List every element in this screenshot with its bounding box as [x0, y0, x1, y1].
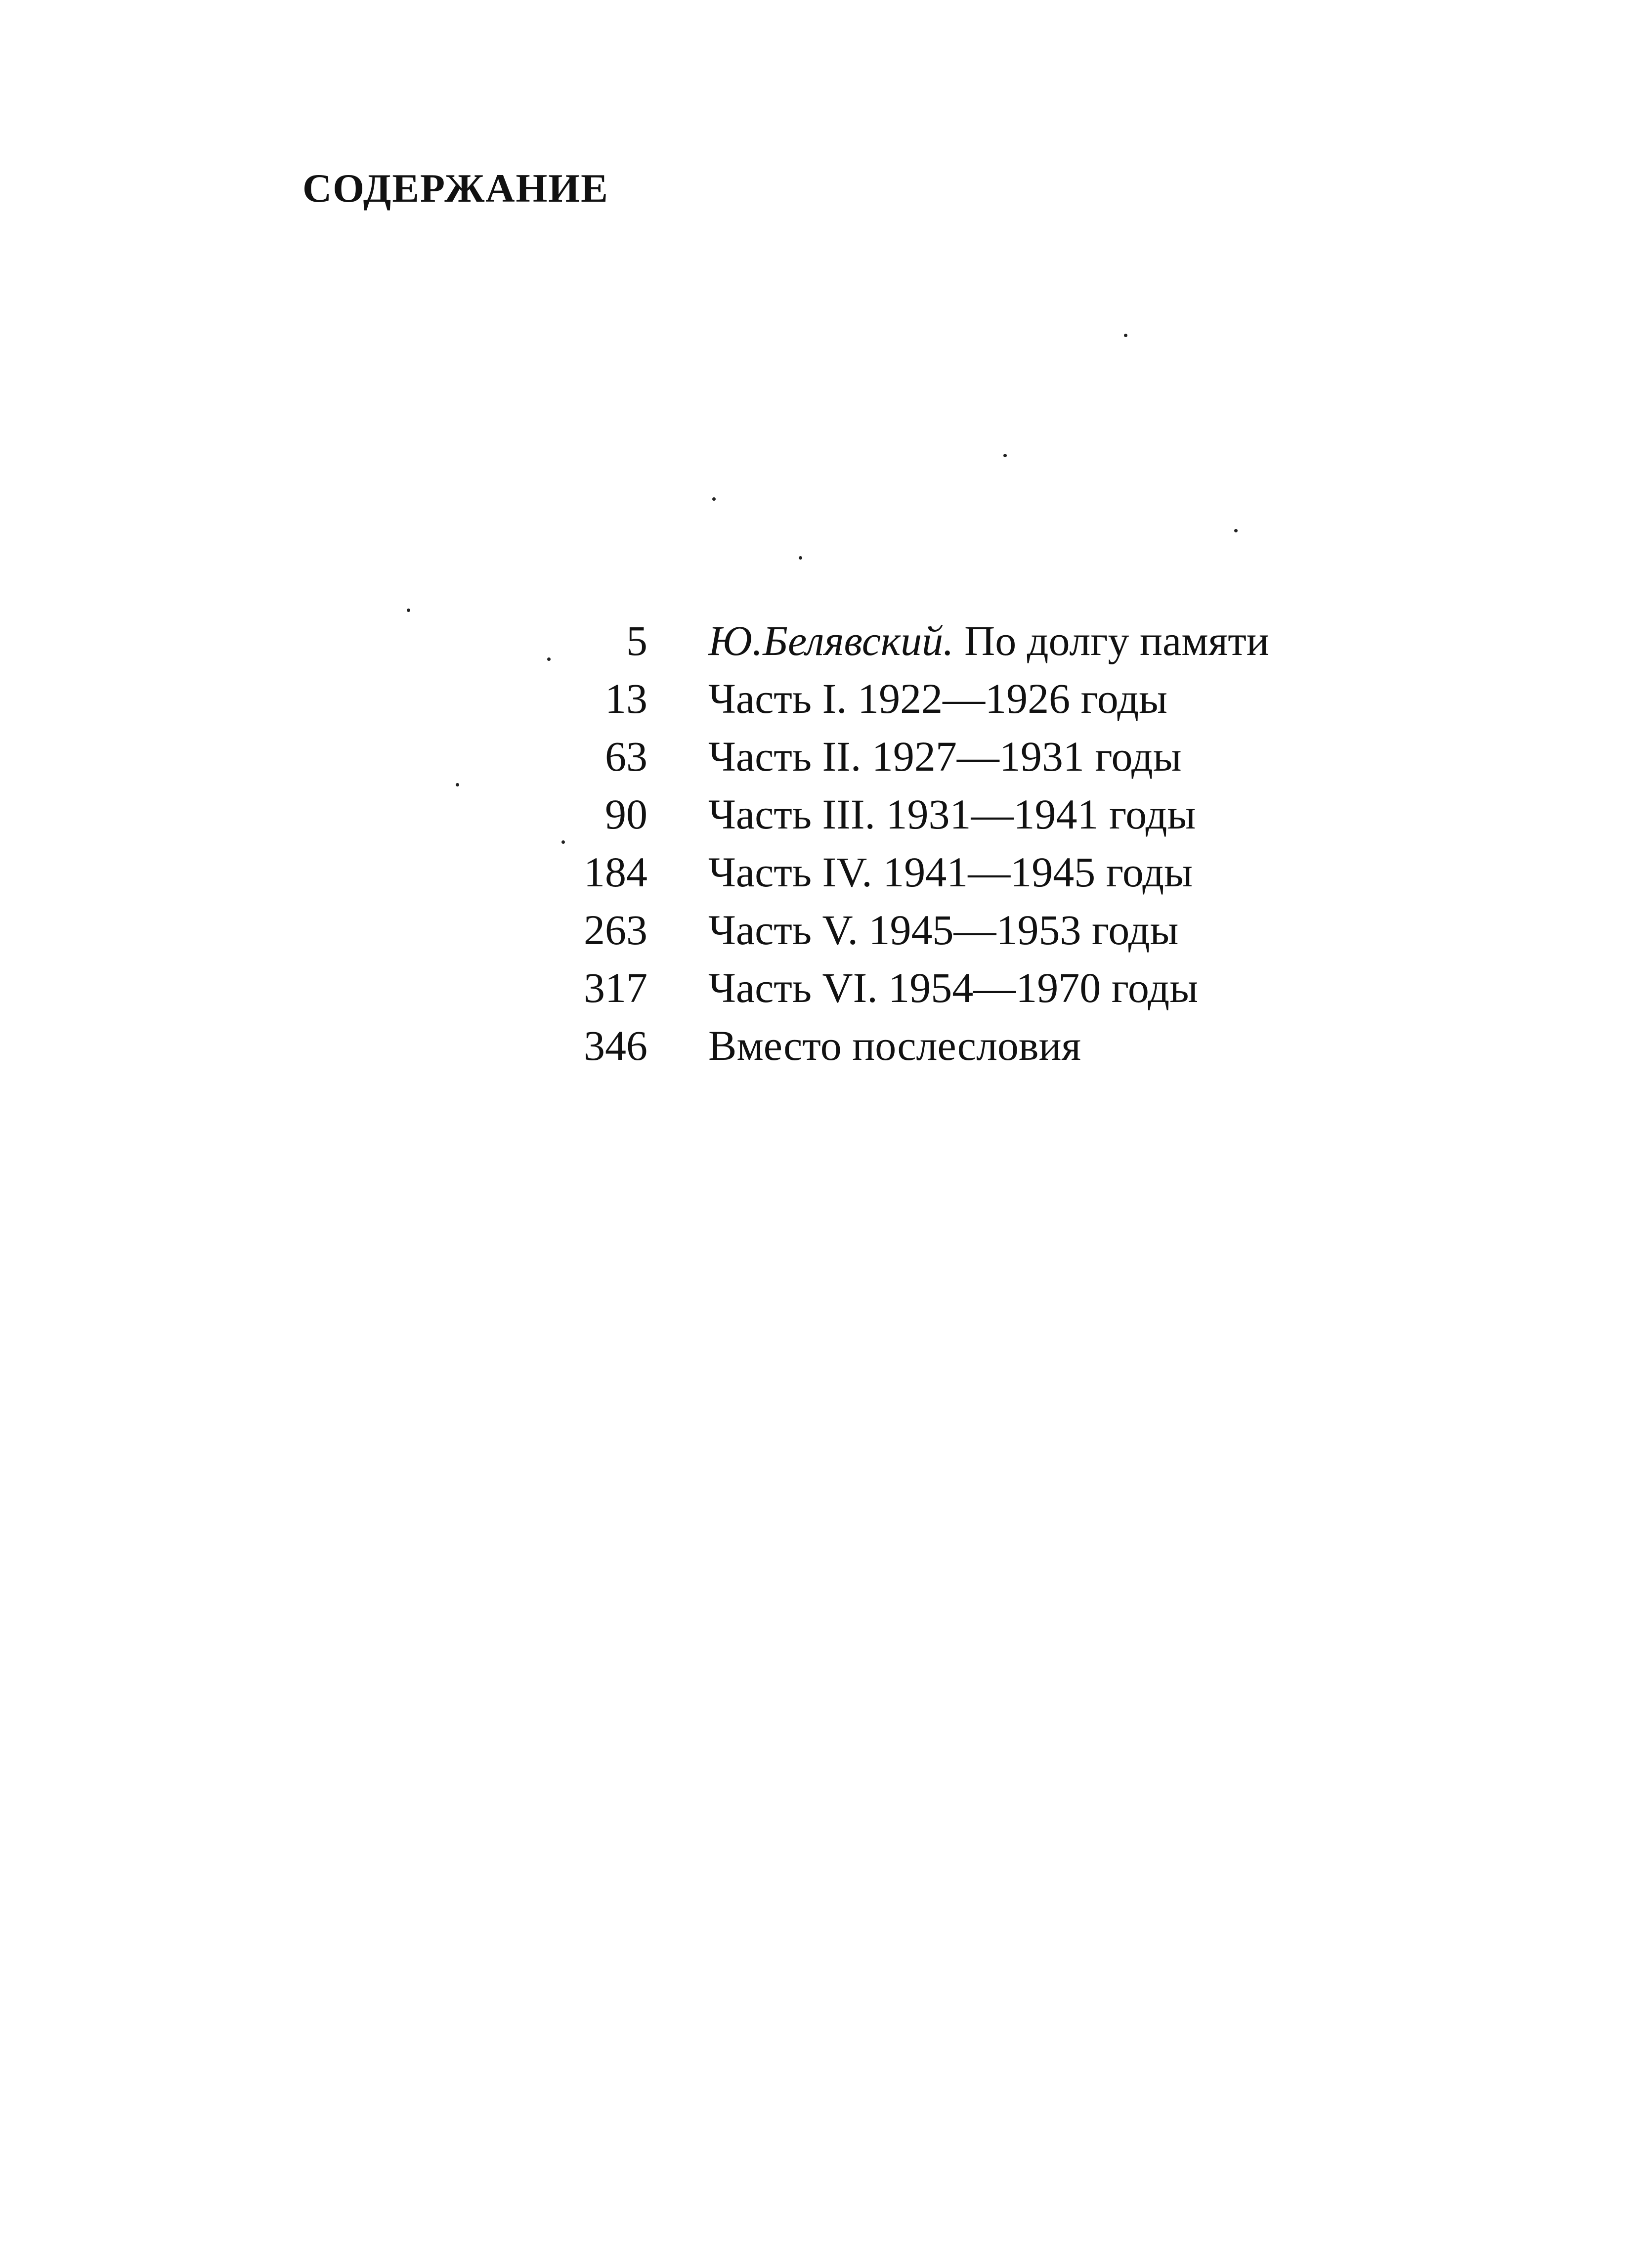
toc-title: Вместо послесловия — [708, 1022, 1081, 1069]
toc-entry — [544, 901, 1269, 959]
toc-entry — [544, 959, 1269, 1017]
toc-page-number: 90 — [605, 790, 647, 838]
toc-page-number: 346 — [584, 1022, 647, 1069]
toc-entry — [544, 728, 1269, 785]
scan-speck — [1234, 529, 1238, 532]
toc-title: Часть V. 1945—1953 годы — [708, 906, 1179, 954]
scan-speck — [799, 556, 802, 560]
toc-author: Ю.Белявский. — [708, 617, 954, 664]
table-of-contents — [544, 612, 1269, 1075]
toc-entry — [544, 612, 1269, 670]
toc-page-number: 63 — [605, 733, 647, 780]
toc-page-number: 5 — [626, 617, 647, 664]
scan-speck — [712, 497, 716, 501]
toc-title: Часть I. 1922—1926 годы — [708, 675, 1167, 722]
toc-title: Часть VI. 1954—1970 годы — [708, 964, 1198, 1011]
scan-speck — [547, 657, 551, 661]
toc-entry — [544, 1017, 1269, 1075]
scan-speck — [407, 609, 410, 612]
toc-entry — [544, 785, 1269, 843]
toc-page-number: 184 — [584, 848, 647, 896]
toc-title: Часть III. 1931—1941 годы — [708, 790, 1196, 838]
toc-entry — [544, 843, 1269, 901]
scan-speck — [1124, 334, 1127, 337]
toc-title — [708, 612, 1269, 670]
toc-title-text: По долгу памяти — [964, 617, 1269, 664]
scan-speck — [561, 840, 565, 844]
scan-speck — [1003, 454, 1007, 457]
toc-page-number: 317 — [584, 964, 647, 1011]
scan-speck — [456, 783, 459, 786]
toc-page-number: 263 — [584, 906, 647, 954]
toc-title: Часть IV. 1941—1945 годы — [708, 848, 1193, 896]
toc-title: Часть II. 1927—1931 годы — [708, 733, 1182, 780]
toc-page-number: 13 — [605, 675, 647, 722]
toc-entry — [544, 670, 1269, 728]
page-title: СОДЕРЖАНИЕ — [302, 166, 609, 211]
